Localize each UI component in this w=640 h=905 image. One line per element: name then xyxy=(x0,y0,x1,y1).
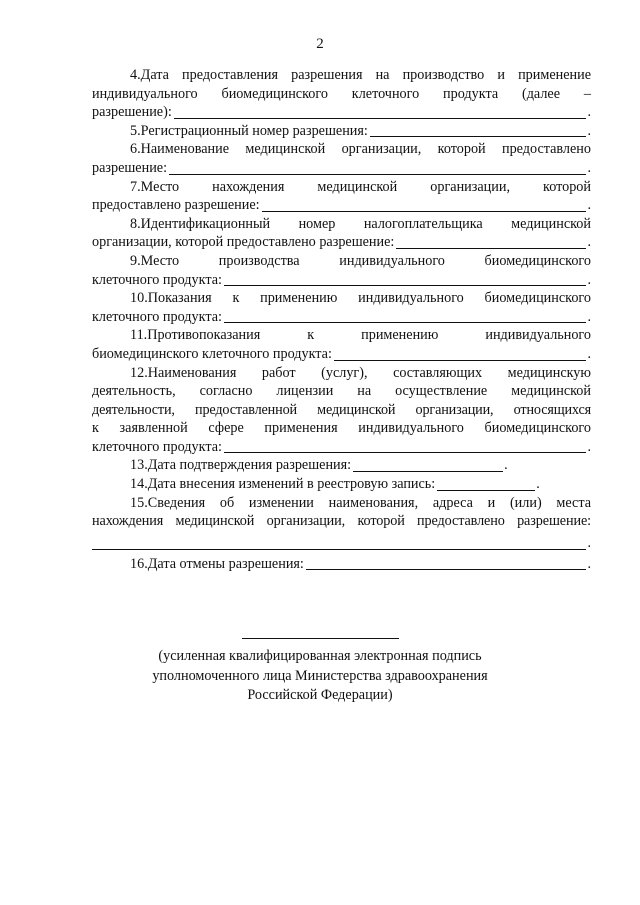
item-label: клеточного продукта: xyxy=(92,308,222,325)
item-label: биомедицинского клеточного продукта: xyxy=(92,345,332,362)
blank-field[interactable] xyxy=(224,310,587,323)
form-item-text-line: деятельность, согласно лицензии на осуществление медицинской xyxy=(92,383,591,400)
form-item-text-line xyxy=(92,215,591,234)
blank-field[interactable] xyxy=(437,478,535,491)
signature-caption-line: (усиленная квалифицированная электронная подпись xyxy=(158,648,482,664)
form-item-text-line: индивидуального биомедицинского клеточного продукта (далее – xyxy=(92,85,591,102)
item-text: Идентификационный номер налогоплательщика медицинской xyxy=(140,215,591,232)
item-number: 10. xyxy=(130,290,148,307)
form-item-text-line xyxy=(92,252,591,271)
item-text: Место нахождения медицинской организации, которой xyxy=(140,178,591,195)
blank-field[interactable] xyxy=(306,557,587,570)
form-item-text-line xyxy=(92,494,591,513)
form-item-7 xyxy=(92,178,591,215)
item-label: клеточного продукта: xyxy=(92,271,222,288)
line-end: . xyxy=(587,438,591,455)
form-item-text-line: к заявленной сфере применения индивидуального биомедицинского xyxy=(92,420,591,437)
blank-field[interactable] xyxy=(396,236,586,249)
item-text: Наименования работ (услуг), составляющих медицинскую xyxy=(147,364,591,381)
item-number: 11. xyxy=(130,327,148,344)
form-item-text-line: деятельности, предоставленной медицинской организации, относящихся xyxy=(92,401,591,418)
item-number: 6. xyxy=(130,141,141,158)
form-items xyxy=(92,66,591,573)
form-item-field-row xyxy=(92,122,591,141)
item-text: Наименование медицинской организации, которой предоставлено xyxy=(140,141,591,158)
form-item-field-row xyxy=(92,271,591,290)
form-item-9 xyxy=(92,252,591,289)
form-item-5 xyxy=(92,122,591,141)
form-item-field-row xyxy=(92,233,591,252)
blank-field[interactable] xyxy=(224,440,587,453)
item-number: 8. xyxy=(130,215,141,232)
form-item-15 xyxy=(92,494,591,553)
form-item-field-row xyxy=(92,159,591,178)
item-text: Сведения об изменении наименования, адреса и (или) места xyxy=(147,494,591,511)
item-label: Дата внесения изменений в реестровую запись: xyxy=(147,476,436,493)
item-label: разрешение: xyxy=(92,159,168,176)
item-label: клеточного продукта: xyxy=(92,438,222,455)
item-number: 16. xyxy=(130,555,148,572)
blank-field[interactable] xyxy=(169,162,586,175)
page-number: 2 xyxy=(316,36,324,52)
item-number: 4. xyxy=(130,67,141,83)
form-item-4 xyxy=(92,66,591,122)
blank-field[interactable] xyxy=(353,459,503,472)
form-item-13 xyxy=(92,456,591,475)
line-end: . xyxy=(587,122,591,139)
form-item-8 xyxy=(92,215,591,252)
line-end: . xyxy=(587,234,591,251)
line-end: . xyxy=(587,345,591,362)
line-end: . xyxy=(587,271,591,288)
item-number: 14. xyxy=(130,476,148,493)
item-text: Противопоказания к применению индивидуального xyxy=(147,327,591,344)
line-end: . xyxy=(536,476,540,493)
item-number: 12. xyxy=(130,364,148,381)
blank-field[interactable] xyxy=(334,348,587,361)
signature-line[interactable] xyxy=(242,638,399,639)
form-item-field-row xyxy=(92,308,591,327)
form-item-16 xyxy=(92,555,591,574)
item-label: предоставлено разрешение: xyxy=(92,197,260,214)
item-label: Дата подтверждения разрешения: xyxy=(147,457,352,474)
form-item-field-row xyxy=(92,438,591,457)
form-item-field-row xyxy=(92,196,591,215)
item-number: 7. xyxy=(130,178,141,195)
form-item-text-line xyxy=(92,66,591,85)
blank-field[interactable] xyxy=(92,537,586,550)
form-item-6 xyxy=(92,140,591,177)
line-end: . xyxy=(587,159,591,176)
line-end: . xyxy=(587,308,591,325)
item-text: Показания к применению индивидуального биомедицинского xyxy=(147,290,591,307)
form-item-field-row xyxy=(92,456,591,475)
line-end: . xyxy=(587,104,591,121)
line-end: . xyxy=(587,535,591,552)
form-item-12 xyxy=(92,364,591,457)
signature-caption-line: уполномоченного лица Министерства здравоохранения xyxy=(152,667,488,684)
form-item-text-line xyxy=(92,140,591,159)
form-item-field-row xyxy=(92,345,591,364)
item-text: Дата предоставления разрешения на производство и применение xyxy=(140,67,591,83)
line-end: . xyxy=(587,555,591,572)
item-label: разрешение): xyxy=(92,104,172,121)
signature-block xyxy=(0,624,640,706)
form-item-field-row xyxy=(92,103,591,122)
form-item-text-line xyxy=(92,178,591,197)
blank-field[interactable] xyxy=(262,199,587,212)
form-item-field-row xyxy=(92,531,591,553)
item-number: 13. xyxy=(130,457,148,474)
item-label: Регистрационный номер разрешения: xyxy=(140,122,368,139)
form-item-field-row xyxy=(92,555,591,574)
form-item-10 xyxy=(92,289,591,326)
line-end: . xyxy=(504,457,508,474)
form-item-field-row xyxy=(92,475,591,494)
form-item-text-line: нахождения медицинской организации, которой предоставлено разрешение: xyxy=(92,513,591,530)
item-number: 5. xyxy=(130,122,141,139)
item-number: 15. xyxy=(130,494,148,511)
line-end: . xyxy=(587,197,591,214)
item-label: организации, которой предоставлено разрешение: xyxy=(92,234,395,251)
form-item-text-line xyxy=(92,326,591,345)
form-item-14 xyxy=(92,475,591,494)
form-item-11 xyxy=(92,326,591,363)
form-item-text-line xyxy=(92,364,591,383)
item-label: Дата отмены разрешения: xyxy=(147,555,304,572)
blank-field[interactable] xyxy=(370,124,587,137)
form-item-text-line xyxy=(92,289,591,308)
item-text: Место производства индивидуального биомедицинского xyxy=(140,252,591,269)
signature-caption-line: Российской Федерации) xyxy=(247,687,393,703)
item-number: 9. xyxy=(130,252,141,269)
blank-field[interactable] xyxy=(224,273,587,286)
blank-field[interactable] xyxy=(174,106,587,119)
